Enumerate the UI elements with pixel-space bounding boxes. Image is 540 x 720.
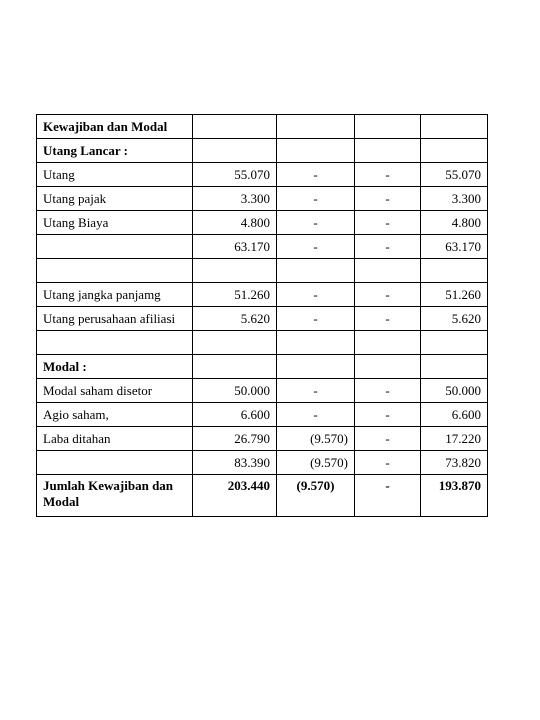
col-3-value: -: [355, 427, 421, 451]
col-3-value: [355, 331, 421, 355]
table-row: [37, 331, 488, 355]
col-3-value: [355, 115, 421, 139]
col-1-value: 63.170: [193, 235, 277, 259]
col-3-value: -: [355, 403, 421, 427]
table-row: [37, 187, 488, 211]
col-4-value: 50.000: [421, 379, 488, 403]
col-1-value: [193, 115, 277, 139]
row-label: [37, 259, 193, 283]
table-row: [37, 283, 488, 307]
row-label: Jumlah Kewajiban dan Modal: [37, 475, 193, 517]
col-1-value: 26.790: [193, 427, 277, 451]
col-1-value: 4.800: [193, 211, 277, 235]
table-row: [37, 427, 488, 451]
col-3-value: -: [355, 235, 421, 259]
col-1-value: [193, 355, 277, 379]
col-2-value: -: [277, 307, 355, 331]
row-label: Utang perusahaan afiliasi: [37, 307, 193, 331]
balance-sheet: [36, 114, 487, 517]
col-4-value: 4.800: [421, 211, 488, 235]
col-1-value: [193, 331, 277, 355]
col-3-value: [355, 355, 421, 379]
col-1-value: 6.600: [193, 403, 277, 427]
liabilities-equity-table: [36, 114, 488, 517]
col-4-value: 51.260: [421, 283, 488, 307]
table-row: [37, 211, 488, 235]
col-3-value: -: [355, 211, 421, 235]
col-3-value: -: [355, 379, 421, 403]
col-1-value: 55.070: [193, 163, 277, 187]
col-1-value: 5.620: [193, 307, 277, 331]
col-2-value: [277, 259, 355, 283]
col-2-value: -: [277, 211, 355, 235]
table-row: [37, 355, 488, 379]
col-1-value: 3.300: [193, 187, 277, 211]
col-3-value: -: [355, 187, 421, 211]
col-4-value: 6.600: [421, 403, 488, 427]
col-3-value: [355, 259, 421, 283]
col-1-value: 83.390: [193, 451, 277, 475]
row-label: Utang Lancar :: [37, 139, 193, 163]
col-1-value: [193, 259, 277, 283]
row-label: Modal :: [37, 355, 193, 379]
table-body: [37, 115, 488, 517]
col-2-value: -: [277, 187, 355, 211]
col-4-value: 5.620: [421, 307, 488, 331]
table-row: [37, 475, 488, 517]
col-1-value: 51.260: [193, 283, 277, 307]
row-label: Agio saham,: [37, 403, 193, 427]
col-3-value: -: [355, 163, 421, 187]
table-row: [37, 259, 488, 283]
table-row: [37, 115, 488, 139]
col-1-value: [193, 139, 277, 163]
col-2-value: -: [277, 283, 355, 307]
col-2-value: [277, 139, 355, 163]
col-2-value: -: [277, 379, 355, 403]
col-4-value: [421, 355, 488, 379]
col-4-value: [421, 115, 488, 139]
row-label: [37, 451, 193, 475]
table-row: [37, 163, 488, 187]
table-row: [37, 403, 488, 427]
col-1-value: 203.440: [193, 475, 277, 517]
row-label: [37, 235, 193, 259]
col-2-value: [277, 331, 355, 355]
col-3-value: -: [355, 307, 421, 331]
col-4-value: 73.820: [421, 451, 488, 475]
col-4-value: 3.300: [421, 187, 488, 211]
table-row: [37, 139, 488, 163]
row-label: Utang: [37, 163, 193, 187]
col-4-value: [421, 139, 488, 163]
col-2-value: (9.570): [277, 427, 355, 451]
col-4-value: 63.170: [421, 235, 488, 259]
col-3-value: -: [355, 451, 421, 475]
col-2-value: [277, 115, 355, 139]
col-4-value: 55.070: [421, 163, 488, 187]
table-row: [37, 379, 488, 403]
col-2-value: -: [277, 403, 355, 427]
col-3-value: [355, 139, 421, 163]
row-label: Laba ditahan: [37, 427, 193, 451]
table-row: [37, 235, 488, 259]
col-2-value: (9.570): [277, 451, 355, 475]
row-label: Utang pajak: [37, 187, 193, 211]
col-3-value: -: [355, 283, 421, 307]
col-4-value: [421, 259, 488, 283]
col-4-value: 193.870: [421, 475, 488, 517]
col-4-value: [421, 331, 488, 355]
col-3-value: -: [355, 475, 421, 517]
table-row: [37, 451, 488, 475]
row-label: Kewajiban dan Modal: [37, 115, 193, 139]
row-label: [37, 331, 193, 355]
col-2-value: (9.570): [277, 475, 355, 517]
table-row: [37, 307, 488, 331]
col-2-value: -: [277, 163, 355, 187]
row-label: Utang Biaya: [37, 211, 193, 235]
row-label: Modal saham disetor: [37, 379, 193, 403]
col-2-value: -: [277, 235, 355, 259]
col-1-value: 50.000: [193, 379, 277, 403]
col-2-value: [277, 355, 355, 379]
row-label: Utang jangka panjamg: [37, 283, 193, 307]
col-4-value: 17.220: [421, 427, 488, 451]
